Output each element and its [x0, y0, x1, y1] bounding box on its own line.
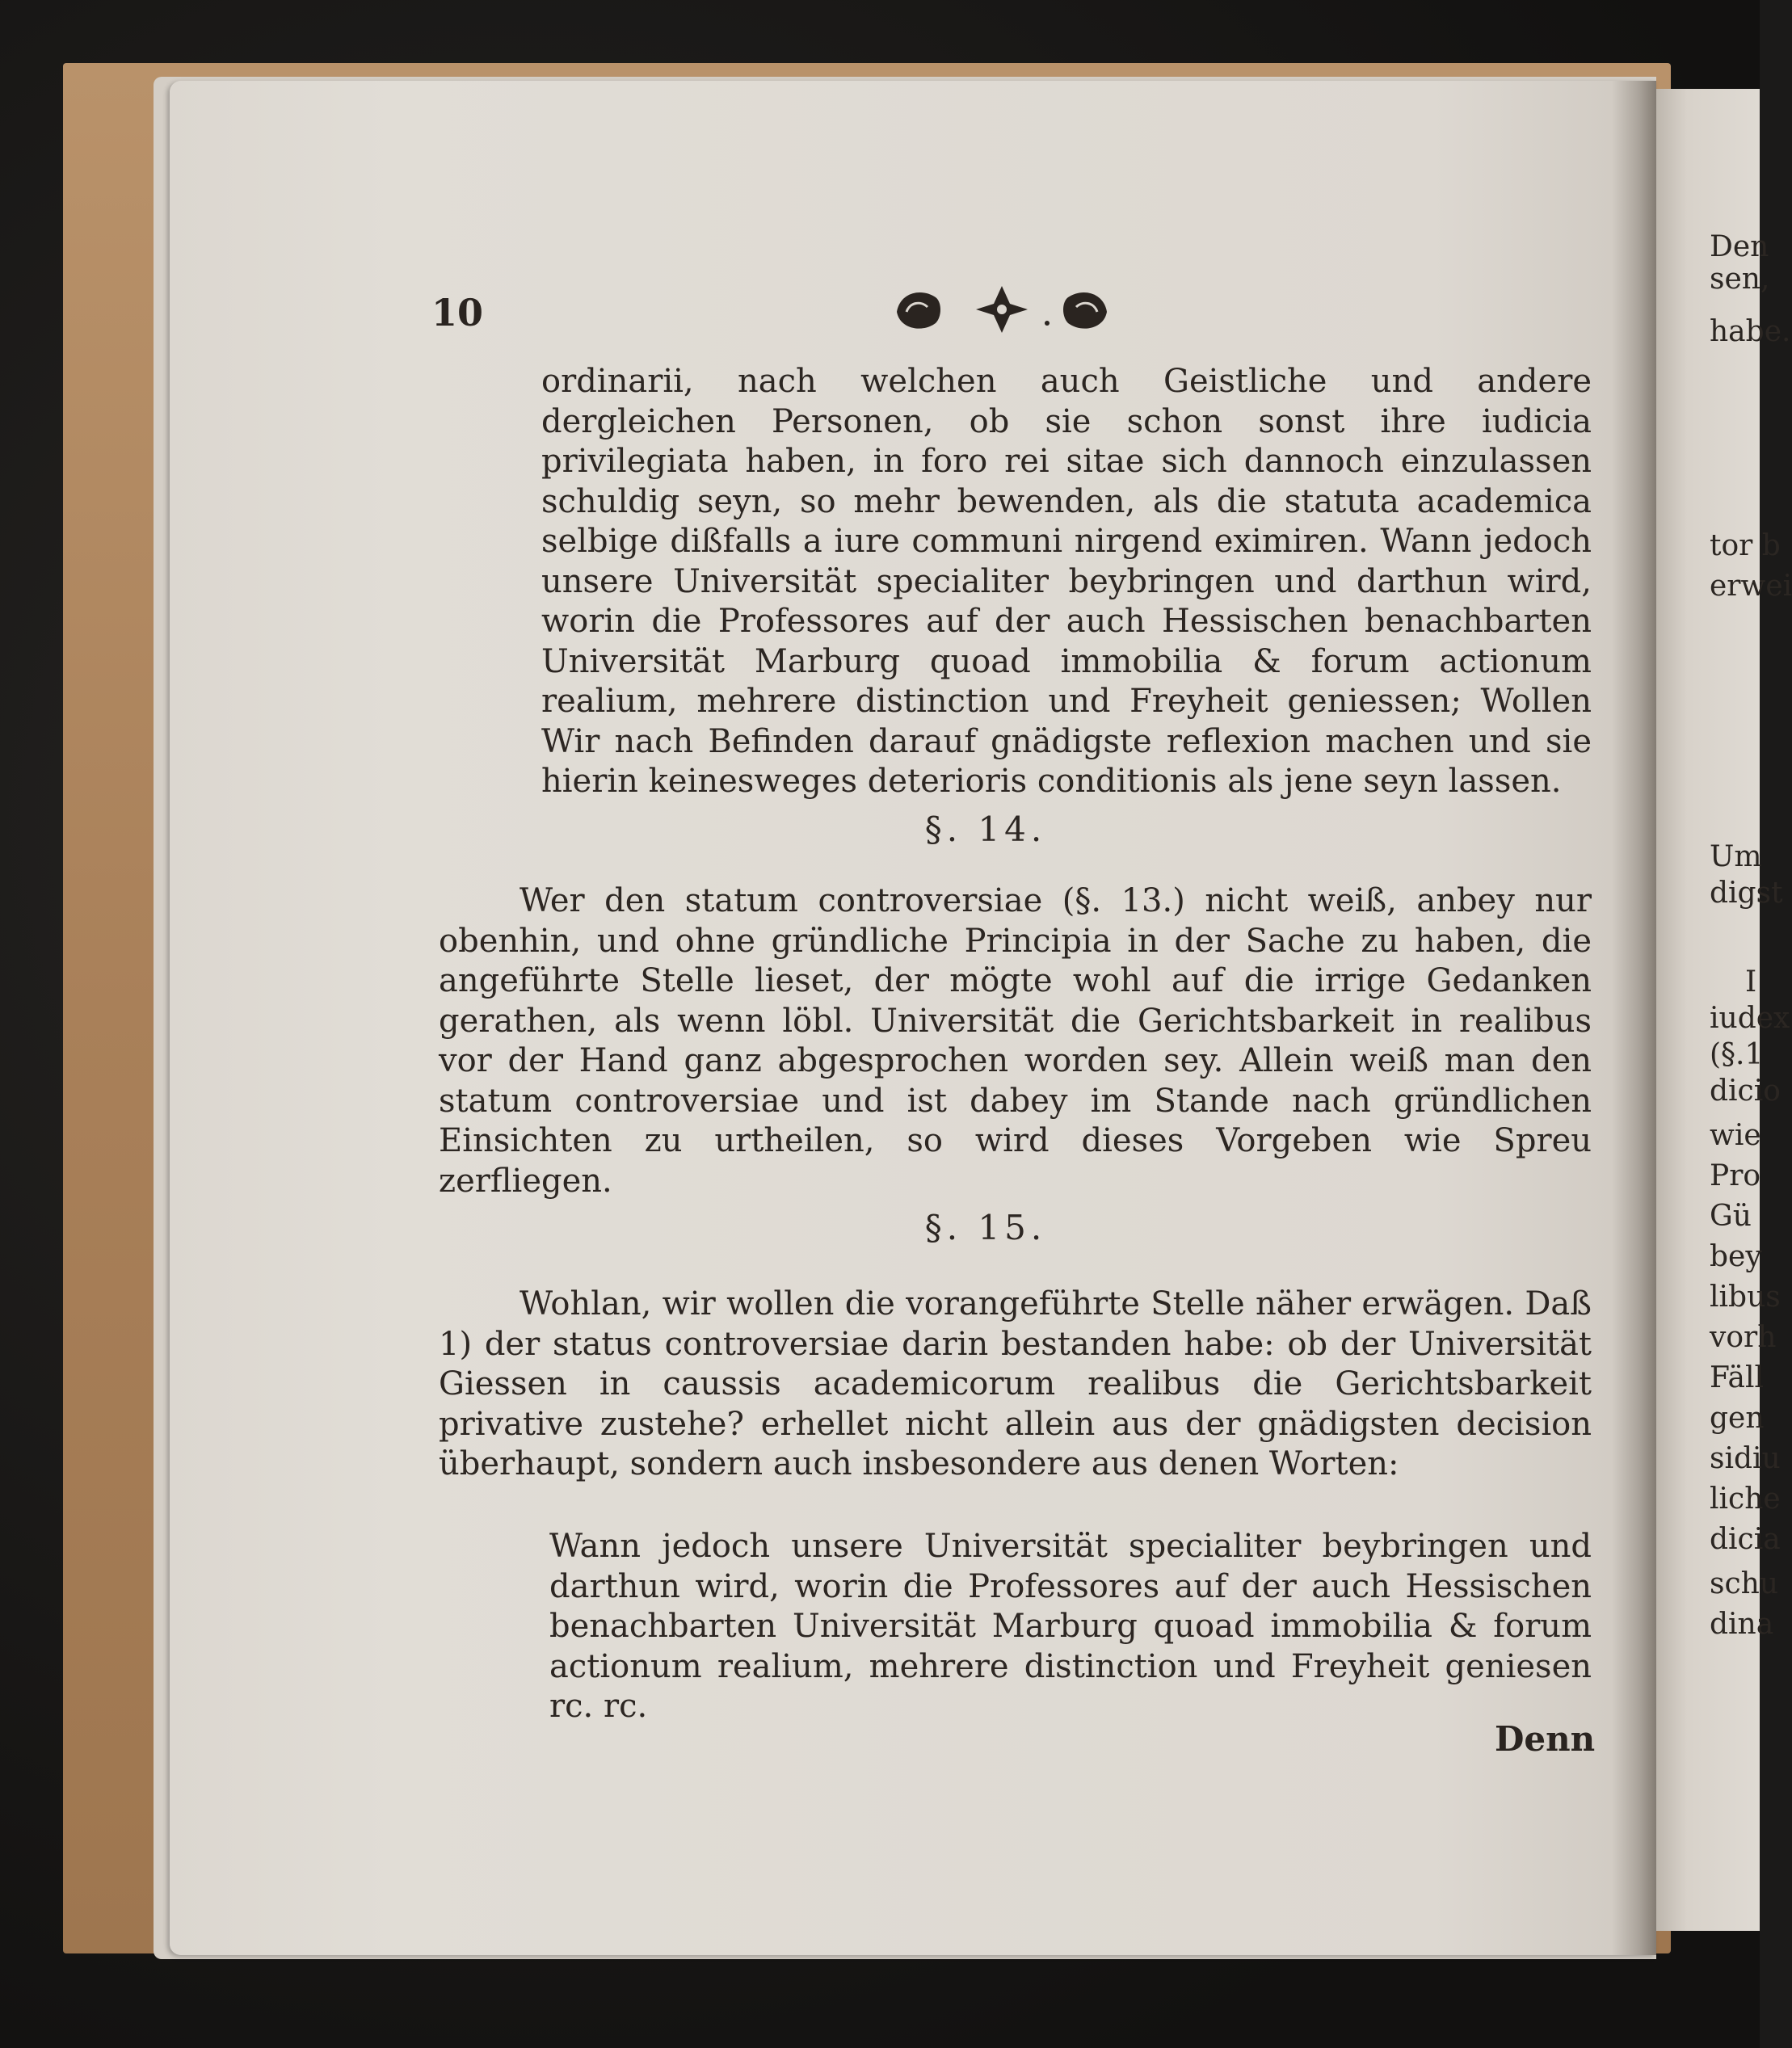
facing-fragment: tor b: [1710, 529, 1781, 562]
facing-fragment: (§.1: [1710, 1038, 1764, 1071]
facing-fragment: iudex: [1710, 1002, 1790, 1035]
paragraph-section-14: [439, 881, 1592, 1201]
facing-fragment: vorh: [1710, 1321, 1777, 1354]
facing-page-edge: [1656, 89, 1792, 1931]
facing-fragment: bey: [1710, 1240, 1762, 1273]
book-gutter: [1612, 81, 1656, 1955]
facing-fragment: sidiu: [1710, 1442, 1781, 1475]
quote-text: Wann jedoch unsere Universität specialiter beybringen und darthun wird, worin die Professores auf der auch Hessischen benachbarten Universität Marburg quoad immobilia & forum actionum realium, mehrere distinction und Freyheit geniesen rc. rc.: [549, 1528, 1592, 1725]
facing-fragment: dicia: [1710, 1523, 1781, 1556]
facing-fragment: Gü: [1710, 1200, 1752, 1233]
facing-fragment: libus: [1710, 1281, 1781, 1314]
facing-fragment: Pro: [1710, 1159, 1761, 1192]
facing-fragment: I: [1745, 965, 1757, 999]
paragraph-text: Wohlan, wir wollen die vorangeführte Stelle näher erwägen. Daß 1) der status controversiae darin bestanden habe: ob der Universität Giessen in caussis academicorum realibus die Gerichtsbarkeit privative zustehe? erhellet nicht allein aus der gnädigsten decision überhaupt, sondern auch insbesondere aus denen Worten:: [439, 1285, 1592, 1482]
header-ornament-icon: [889, 281, 1115, 338]
paragraph-text: Wer den statum controversiae (§. 13.) nicht weiß, anbey nur obenhin, und ohne gründliche Principia in der Sache zu haben, die angeführte Stelle lieset, der mögte wohl auf die irrige Gedanken gerathen, als wenn löbl. Universität die Gerichtsbarkeit in realibus vor der Hand ganz abgesprochen worden sey. Allein weiß man den statum controversiae und ist dabey im Stande nach gründlichen Einsichten zu urtheilen, so wird dieses Vorgeben wie Spreu zerfliegen.: [439, 882, 1592, 1200]
facing-fragment: gen: [1710, 1402, 1765, 1435]
page-number: 10: [431, 291, 484, 334]
facing-fragment: sen,: [1710, 263, 1770, 296]
facing-fragment: digst: [1710, 877, 1783, 910]
facing-fragment: Um: [1710, 840, 1762, 873]
facing-fragment: habe.: [1710, 315, 1791, 348]
paragraph-continuation: [541, 362, 1592, 802]
facing-fragment: liche: [1710, 1482, 1781, 1516]
facing-fragment: wie: [1710, 1119, 1761, 1152]
facing-fragment: dicio: [1710, 1074, 1781, 1108]
paragraph-text: ordinarii, nach welchen auch Geistliche und andere dergleichen Personen, ob sie schon sonst ihre iudicia privilegiata haben, in foro rei sitae sich dannoch einzulassen schuldig seyn, so mehr bewenden, als die statuta academica selbige dißfalls a iure communi nirgend eximiren. Wann jedoch unsere Universität specialiter beybringen und darthun wird, worin die Professores auf der auch Hessischen benachbarten Universität Marburg quoad immobilia & forum actionum realium, mehrere distinction und Freyheit geniessen; Wollen Wir nach Befinden darauf gnädigste reflexion machen und sie hierin keinesweges deterioris conditionis als jene seyn lassen.: [541, 363, 1592, 800]
block-quote: [549, 1527, 1592, 1727]
facing-fragment: Fäll: [1710, 1361, 1765, 1394]
facing-fragment: schu: [1710, 1567, 1779, 1600]
section-heading-15: §. 15.: [924, 1208, 1047, 1247]
facing-fragment: Den: [1710, 230, 1769, 263]
facing-fragment: dina: [1710, 1608, 1774, 1641]
paragraph-section-15: [439, 1285, 1592, 1485]
facing-fragment: erwei: [1710, 570, 1792, 603]
catchword: Denn: [1495, 1719, 1596, 1759]
section-heading-14: §. 14.: [924, 810, 1047, 849]
